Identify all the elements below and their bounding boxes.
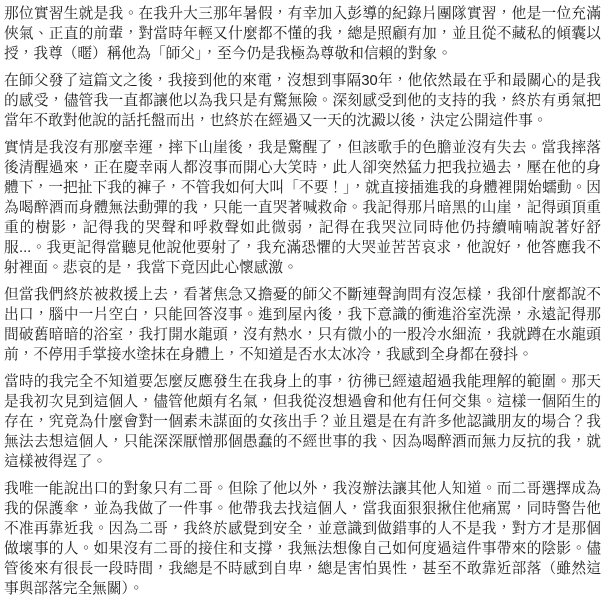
paragraph-2: 在師父發了這篇文之後，我接到他的來電，沒想到事隔30年，他依然最在乎和最關心的是我的感受，儘管我一直都讓他以為我只是有驚無險。深刻感受到他的支持的我，終於有勇氣把當年不敢對他說的話托盤而出，也終於在經過又一天的沈澱以後，決定公開這件事。 <box>4 73 601 129</box>
paragraph-4: 但當我們終於被救援上去，看著焦急又擔憂的師父不斷連聲詢問有沒怎樣，我卻什麼都說不出口，腦中一片空白，只能回答沒事。進到屋內後，我下意識的衝進浴室洗澡，永遠記得那間破舊暗暗的浴室，我打開水龍頭，沒有熱水，只有微小的一股冷水細流，我就蹲在水龍頭前，不停用手掌接水塗抹在身體上，不知道是否水太冰冷，我感到全身都在發抖。 <box>4 287 601 363</box>
paragraph-3: 實情是我沒有那麼幸運，摔下山崖後，我是驚醒了，但該歌手的色膽並沒有失去。當我摔落後清醒過來，正在慶幸兩人都沒事而開心大笑時，此人卻突然猛力把我拉過去，壓在他的身體下，一把扯下我的褲子，不管我如何大叫「不要！」，就直接插進我的身體裡開始蠕動。因為喝醉酒而身體無法動彈的我，只能一直哭著喊救命。我記得那片暗黑的山崖，記得頭頂重重的樹影，記得我的哭聲和呼救聲如此微弱，記得在我哭泣同時他仍持續喃喃說著好舒服...。我更記得當聽見他說他要射了，我充滿恐懼的大哭並苦苦哀求，他說好，他答應我不射裡面。悲哀的是，我當下竟因此心懷感激。 <box>4 140 601 276</box>
paragraph-6: 我唯一能說出口的對象只有二哥。但除了他以外，我沒辦法讓其他人知道。而二哥選擇成為我的保護傘，並為我做了一件事。他帶我去找這個人，當我面狠狠揪住他痛罵，同時警告他不准再靠近我。因為二哥，我終於感覺到安全，並意識到做錯事的人不是我，對方才是那個做壞事的人。如果沒有二哥的接住和支撐，我無法想像自己如何度過這件事帶來的陰影。儘管後來有很長一段時間，我總是不時感到自卑，總是害怕異性，甚至不敢靠近部落（雖然這事與部落完全無關）。 <box>4 481 601 597</box>
paragraph-1: 那位實習生就是我。在我升大三那年暑假，有幸加入彭導的紀錄片團隊實習，他是一位充滿俠氣、正直的前輩，對當時年輕又什麼都不懂的我，總是照顧有加，並且從不藏私的傾囊以授，我尊（暱）稱他為「師父」，至今仍是我極為尊敬和信賴的對象。 <box>4 6 601 62</box>
paragraph-5: 當時的我完全不知道要怎麼反應發生在我身上的事，彷彿已經遠超過我能理解的範圍。那天是我初次見到這個人，儘管他頗有名氣，但我從沒想過會和他有任何交集。這樣一個陌生的存在，究竟為什麼會對一個素未謀面的女孩出手？並且還是在有許多他認識朋友的場合？我無法去想這個人，只能深深厭憎那個愚蠢的不經世事的我、因為喝醉酒而無力反抗的我，就這樣被得逞了。 <box>4 374 601 470</box>
